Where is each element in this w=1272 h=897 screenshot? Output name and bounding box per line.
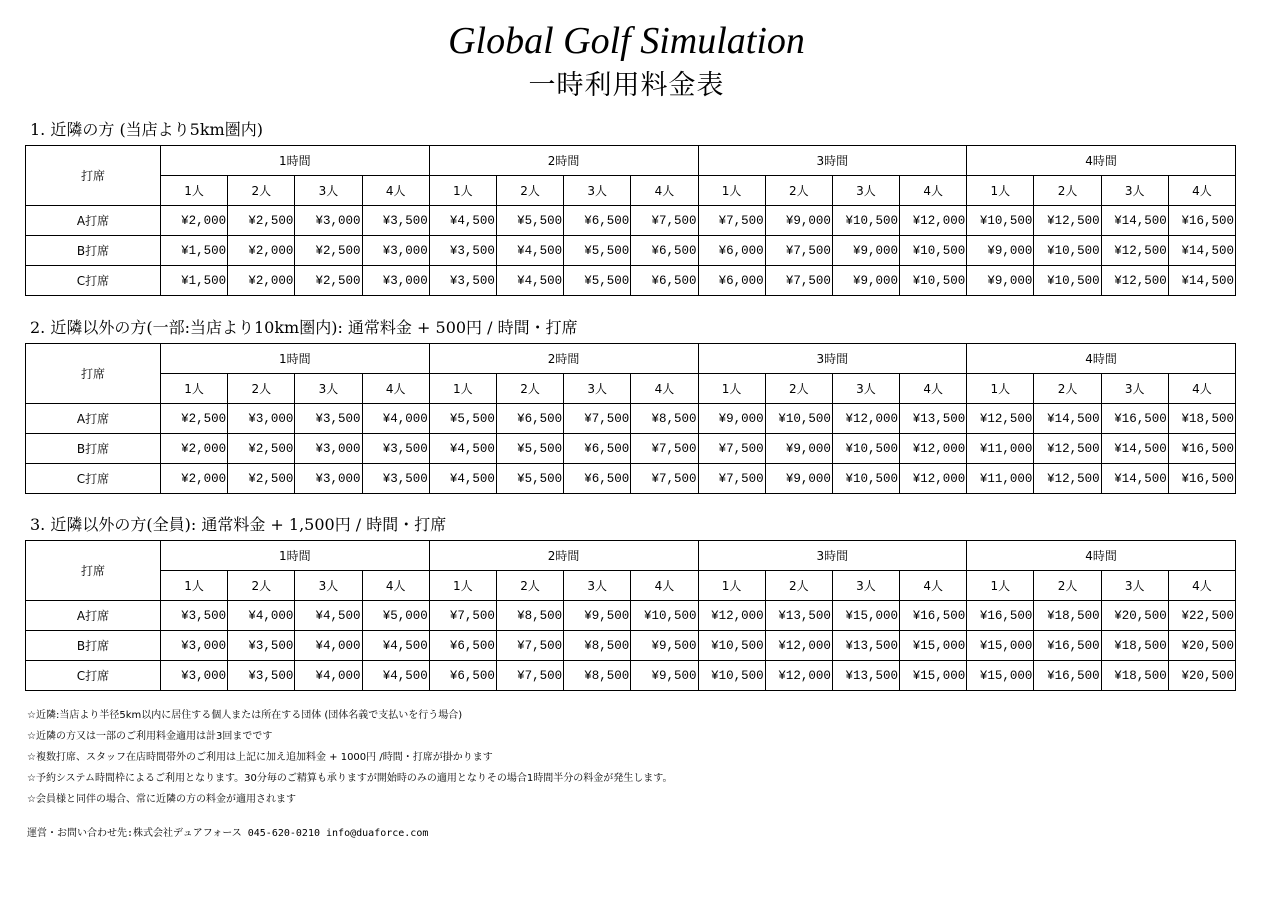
price-cell: ¥9,000 <box>698 404 765 434</box>
rate-table-2 <box>25 343 1236 494</box>
hour-header: 3時間 <box>698 146 967 176</box>
section-3-title: 3. 近隣以外の方(全員): 通常料金 + 1,500円 / 時間・打席 <box>30 515 447 534</box>
note-item: ☆近隣の方又は一部のご利用料金適用は計3回までです <box>27 731 273 742</box>
people-header: 4人 <box>362 176 429 206</box>
price-cell: ¥9,000 <box>765 206 832 236</box>
price-cell: ¥16,500 <box>1034 631 1101 661</box>
price-cell: ¥10,500 <box>900 266 967 296</box>
price-cell: ¥6,500 <box>631 236 698 266</box>
section-2-title: 2. 近隣以外の方(一部:当店より10km圏内): 通常料金 + 500円 / 時間・打席 <box>30 318 578 337</box>
price-cell: ¥3,500 <box>295 404 362 434</box>
note-item: ☆近隣:当店より半径5km以内に居住する個人または所在する団体 (団体名義で支払いを行う場合) <box>27 710 463 721</box>
price-cell: ¥2,000 <box>228 236 295 266</box>
price-cell: ¥14,500 <box>1168 266 1235 296</box>
price-cell: ¥10,500 <box>832 464 899 494</box>
seat-label: B打席 <box>26 434 161 464</box>
price-cell: ¥14,500 <box>1101 206 1168 236</box>
price-cell: ¥15,000 <box>900 631 967 661</box>
seat-column-header: 打席 <box>26 541 161 601</box>
price-cell: ¥12,000 <box>832 404 899 434</box>
table-row <box>26 404 1236 434</box>
price-cell: ¥6,500 <box>564 464 631 494</box>
price-cell: ¥18,500 <box>1168 404 1235 434</box>
people-header: 2人 <box>765 374 832 404</box>
price-cell: ¥18,500 <box>1101 661 1168 691</box>
people-header: 3人 <box>1101 374 1168 404</box>
hour-header-row <box>26 541 1236 571</box>
price-cell: ¥2,500 <box>161 404 228 434</box>
price-cell: ¥7,500 <box>496 631 563 661</box>
price-cell: ¥5,500 <box>429 404 496 434</box>
price-cell: ¥6,500 <box>429 661 496 691</box>
people-header: 4人 <box>631 571 698 601</box>
price-cell: ¥22,500 <box>1168 601 1235 631</box>
people-header-row <box>26 176 1236 206</box>
price-cell: ¥3,500 <box>161 601 228 631</box>
note-item: ☆複数打席、スタッフ在店時間帯外のご利用は上記に加え追加料金 + 1000円 /時間・打席が掛かります <box>27 752 493 763</box>
price-cell: ¥4,000 <box>295 661 362 691</box>
people-header: 4人 <box>1168 374 1235 404</box>
price-cell: ¥6,500 <box>429 631 496 661</box>
price-cell: ¥10,500 <box>631 601 698 631</box>
price-cell: ¥20,500 <box>1101 601 1168 631</box>
price-cell: ¥12,500 <box>1034 464 1101 494</box>
price-cell: ¥4,000 <box>295 631 362 661</box>
price-cell: ¥3,500 <box>362 206 429 236</box>
rate-table-1 <box>25 145 1236 296</box>
price-cell: ¥16,500 <box>1168 434 1235 464</box>
price-cell: ¥2,000 <box>161 434 228 464</box>
price-cell: ¥5,500 <box>496 464 563 494</box>
price-cell: ¥7,500 <box>429 601 496 631</box>
price-cell: ¥20,500 <box>1168 661 1235 691</box>
people-header: 2人 <box>496 571 563 601</box>
people-header: 3人 <box>832 374 899 404</box>
price-cell: ¥9,000 <box>832 266 899 296</box>
price-cell: ¥7,500 <box>765 236 832 266</box>
people-header: 4人 <box>631 374 698 404</box>
price-cell: ¥3,000 <box>295 434 362 464</box>
price-cell: ¥4,500 <box>295 601 362 631</box>
price-cell: ¥15,000 <box>832 601 899 631</box>
hour-header: 3時間 <box>698 344 967 374</box>
people-header: 1人 <box>967 176 1034 206</box>
people-header: 2人 <box>1034 571 1101 601</box>
price-cell: ¥13,500 <box>900 404 967 434</box>
price-cell: ¥7,500 <box>631 206 698 236</box>
people-header: 4人 <box>1168 571 1235 601</box>
price-cell: ¥14,500 <box>1034 404 1101 434</box>
hour-header: 2時間 <box>429 541 698 571</box>
price-cell: ¥7,500 <box>698 464 765 494</box>
title-english: Global Golf Simulation <box>448 20 805 62</box>
people-header: 4人 <box>900 176 967 206</box>
people-header: 2人 <box>1034 176 1101 206</box>
price-cell: ¥7,500 <box>698 434 765 464</box>
price-cell: ¥9,500 <box>631 631 698 661</box>
note-item: ☆予約システム時間枠によるご利用となります。30分毎のご精算も承りますが開始時のみの適用となりその場合1時間半分の料金が発生します。 <box>27 773 673 784</box>
price-cell: ¥12,500 <box>1034 434 1101 464</box>
price-cell: ¥7,500 <box>496 661 563 691</box>
price-cell: ¥8,500 <box>496 601 563 631</box>
price-cell: ¥5,500 <box>564 236 631 266</box>
price-cell: ¥16,500 <box>1101 404 1168 434</box>
price-cell: ¥7,500 <box>631 434 698 464</box>
price-cell: ¥12,500 <box>1101 236 1168 266</box>
seat-label: C打席 <box>26 661 161 691</box>
table-row <box>26 464 1236 494</box>
seat-label: C打席 <box>26 266 161 296</box>
price-cell: ¥18,500 <box>1034 601 1101 631</box>
people-header: 3人 <box>295 571 362 601</box>
price-cell: ¥10,500 <box>698 631 765 661</box>
people-header: 3人 <box>1101 571 1168 601</box>
seat-label: A打席 <box>26 206 161 236</box>
price-cell: ¥3,000 <box>295 464 362 494</box>
table-row <box>26 434 1236 464</box>
people-header: 1人 <box>429 374 496 404</box>
people-header: 4人 <box>900 374 967 404</box>
price-cell: ¥8,500 <box>631 404 698 434</box>
people-header: 4人 <box>1168 176 1235 206</box>
seat-label: B打席 <box>26 236 161 266</box>
price-cell: ¥10,500 <box>967 206 1034 236</box>
price-cell: ¥5,000 <box>362 601 429 631</box>
hour-header: 1時間 <box>161 541 430 571</box>
price-cell: ¥3,000 <box>362 266 429 296</box>
table-row <box>26 206 1236 236</box>
people-header: 3人 <box>832 571 899 601</box>
price-cell: ¥3,000 <box>228 404 295 434</box>
price-cell: ¥2,000 <box>161 206 228 236</box>
seat-column-header: 打席 <box>26 344 161 404</box>
price-cell: ¥1,500 <box>161 236 228 266</box>
note-item: ☆会員様と同伴の場合、常に近隣の方の料金が適用されます <box>27 794 296 805</box>
price-cell: ¥20,500 <box>1168 631 1235 661</box>
seat-label: B打席 <box>26 631 161 661</box>
price-cell: ¥3,500 <box>362 434 429 464</box>
hour-header: 3時間 <box>698 541 967 571</box>
price-cell: ¥15,000 <box>900 661 967 691</box>
price-cell: ¥4,500 <box>429 464 496 494</box>
price-cell: ¥12,500 <box>1101 266 1168 296</box>
price-cell: ¥14,500 <box>1168 236 1235 266</box>
price-cell: ¥16,500 <box>1168 206 1235 236</box>
contact-info: 運営・お問い合わせ先:株式会社デュアフォース 045-620-0210 info@duaforce.com <box>27 828 429 839</box>
rate-table-3 <box>25 540 1236 691</box>
price-cell: ¥14,500 <box>1101 434 1168 464</box>
hour-header-row <box>26 344 1236 374</box>
people-header: 2人 <box>1034 374 1101 404</box>
price-cell: ¥2,500 <box>295 236 362 266</box>
price-cell: ¥6,500 <box>564 206 631 236</box>
price-cell: ¥3,500 <box>228 631 295 661</box>
price-cell: ¥5,500 <box>564 266 631 296</box>
price-cell: ¥2,000 <box>228 266 295 296</box>
price-cell: ¥15,000 <box>967 631 1034 661</box>
people-header: 1人 <box>161 374 228 404</box>
hour-header: 4時間 <box>967 146 1236 176</box>
price-cell: ¥1,500 <box>161 266 228 296</box>
people-header: 1人 <box>698 176 765 206</box>
table-row <box>26 631 1236 661</box>
price-cell: ¥9,500 <box>631 661 698 691</box>
seat-label: A打席 <box>26 404 161 434</box>
people-header: 2人 <box>496 374 563 404</box>
people-header: 1人 <box>967 374 1034 404</box>
price-cell: ¥13,500 <box>832 631 899 661</box>
price-cell: ¥10,500 <box>698 661 765 691</box>
price-cell: ¥9,000 <box>765 464 832 494</box>
price-cell: ¥15,000 <box>967 661 1034 691</box>
price-cell: ¥9,000 <box>967 236 1034 266</box>
seat-column-header: 打席 <box>26 146 161 206</box>
price-cell: ¥14,500 <box>1101 464 1168 494</box>
price-cell: ¥12,000 <box>900 206 967 236</box>
hour-header: 2時間 <box>429 146 698 176</box>
people-header: 3人 <box>564 374 631 404</box>
price-cell: ¥6,500 <box>631 266 698 296</box>
seat-label: A打席 <box>26 601 161 631</box>
price-cell: ¥3,500 <box>429 236 496 266</box>
price-cell: ¥7,500 <box>698 206 765 236</box>
title-japanese: 一時利用料金表 <box>528 70 725 101</box>
price-cell: ¥12,500 <box>1034 206 1101 236</box>
hour-header: 1時間 <box>161 344 430 374</box>
price-cell: ¥4,500 <box>496 266 563 296</box>
price-cell: ¥4,500 <box>429 434 496 464</box>
people-header: 4人 <box>362 571 429 601</box>
people-header: 3人 <box>832 176 899 206</box>
price-cell: ¥6,000 <box>698 236 765 266</box>
price-cell: ¥8,500 <box>564 661 631 691</box>
price-cell: ¥16,500 <box>900 601 967 631</box>
hour-header: 1時間 <box>161 146 430 176</box>
price-cell: ¥9,500 <box>564 601 631 631</box>
people-header: 2人 <box>228 176 295 206</box>
price-cell: ¥2,500 <box>228 206 295 236</box>
price-cell: ¥9,000 <box>967 266 1034 296</box>
table-row <box>26 601 1236 631</box>
price-cell: ¥11,000 <box>967 464 1034 494</box>
people-header: 3人 <box>564 571 631 601</box>
price-cell: ¥16,500 <box>1034 661 1101 691</box>
price-cell: ¥10,500 <box>1034 266 1101 296</box>
hour-header: 2時間 <box>429 344 698 374</box>
price-cell: ¥4,000 <box>228 601 295 631</box>
seat-label: C打席 <box>26 464 161 494</box>
price-cell: ¥7,500 <box>631 464 698 494</box>
price-cell: ¥2,500 <box>228 464 295 494</box>
people-header: 2人 <box>228 571 295 601</box>
price-cell: ¥12,000 <box>900 434 967 464</box>
people-header: 2人 <box>496 176 563 206</box>
price-cell: ¥3,000 <box>161 661 228 691</box>
price-cell: ¥4,500 <box>429 206 496 236</box>
table-row <box>26 661 1236 691</box>
price-cell: ¥10,500 <box>832 434 899 464</box>
price-cell: ¥13,500 <box>765 601 832 631</box>
price-cell: ¥12,000 <box>765 631 832 661</box>
people-header: 3人 <box>1101 176 1168 206</box>
price-cell: ¥10,500 <box>1034 236 1101 266</box>
people-header: 1人 <box>698 374 765 404</box>
table-row <box>26 266 1236 296</box>
people-header: 2人 <box>228 374 295 404</box>
price-cell: ¥9,000 <box>765 434 832 464</box>
price-cell: ¥5,500 <box>496 206 563 236</box>
price-cell: ¥3,500 <box>429 266 496 296</box>
price-cell: ¥4,500 <box>362 631 429 661</box>
hour-header: 4時間 <box>967 344 1236 374</box>
price-cell: ¥12,000 <box>765 661 832 691</box>
price-cell: ¥7,500 <box>564 404 631 434</box>
price-cell: ¥3,000 <box>295 206 362 236</box>
table-row <box>26 236 1236 266</box>
price-cell: ¥3,000 <box>161 631 228 661</box>
price-cell: ¥6,500 <box>564 434 631 464</box>
people-header: 1人 <box>429 176 496 206</box>
price-cell: ¥12,000 <box>698 601 765 631</box>
price-cell: ¥9,000 <box>832 236 899 266</box>
price-cell: ¥4,500 <box>496 236 563 266</box>
price-cell: ¥12,000 <box>900 464 967 494</box>
people-header: 1人 <box>967 571 1034 601</box>
people-header: 1人 <box>161 176 228 206</box>
people-header: 2人 <box>765 176 832 206</box>
people-header: 4人 <box>900 571 967 601</box>
price-cell: ¥2,000 <box>161 464 228 494</box>
price-cell: ¥12,500 <box>967 404 1034 434</box>
price-cell: ¥5,500 <box>496 434 563 464</box>
price-cell: ¥16,500 <box>967 601 1034 631</box>
price-cell: ¥3,000 <box>362 236 429 266</box>
people-header: 2人 <box>765 571 832 601</box>
price-cell: ¥10,500 <box>832 206 899 236</box>
section-1-title: 1. 近隣の方 (当店より5km圏内) <box>30 120 263 139</box>
price-cell: ¥3,500 <box>228 661 295 691</box>
people-header: 4人 <box>362 374 429 404</box>
price-cell: ¥4,000 <box>362 404 429 434</box>
price-cell: ¥18,500 <box>1101 631 1168 661</box>
price-cell: ¥16,500 <box>1168 464 1235 494</box>
price-cell: ¥4,500 <box>362 661 429 691</box>
price-cell: ¥7,500 <box>765 266 832 296</box>
people-header-row <box>26 374 1236 404</box>
people-header: 3人 <box>295 176 362 206</box>
price-cell: ¥2,500 <box>295 266 362 296</box>
price-cell: ¥3,500 <box>362 464 429 494</box>
people-header: 1人 <box>161 571 228 601</box>
price-cell: ¥11,000 <box>967 434 1034 464</box>
hour-header-row <box>26 146 1236 176</box>
people-header-row <box>26 571 1236 601</box>
people-header: 1人 <box>429 571 496 601</box>
price-cell: ¥2,500 <box>228 434 295 464</box>
price-cell: ¥13,500 <box>832 661 899 691</box>
price-cell: ¥10,500 <box>765 404 832 434</box>
price-cell: ¥8,500 <box>564 631 631 661</box>
price-cell: ¥6,000 <box>698 266 765 296</box>
price-cell: ¥10,500 <box>900 236 967 266</box>
people-header: 1人 <box>698 571 765 601</box>
people-header: 3人 <box>295 374 362 404</box>
people-header: 3人 <box>564 176 631 206</box>
price-cell: ¥6,500 <box>496 404 563 434</box>
hour-header: 4時間 <box>967 541 1236 571</box>
notes-list <box>27 705 672 810</box>
people-header: 4人 <box>631 176 698 206</box>
